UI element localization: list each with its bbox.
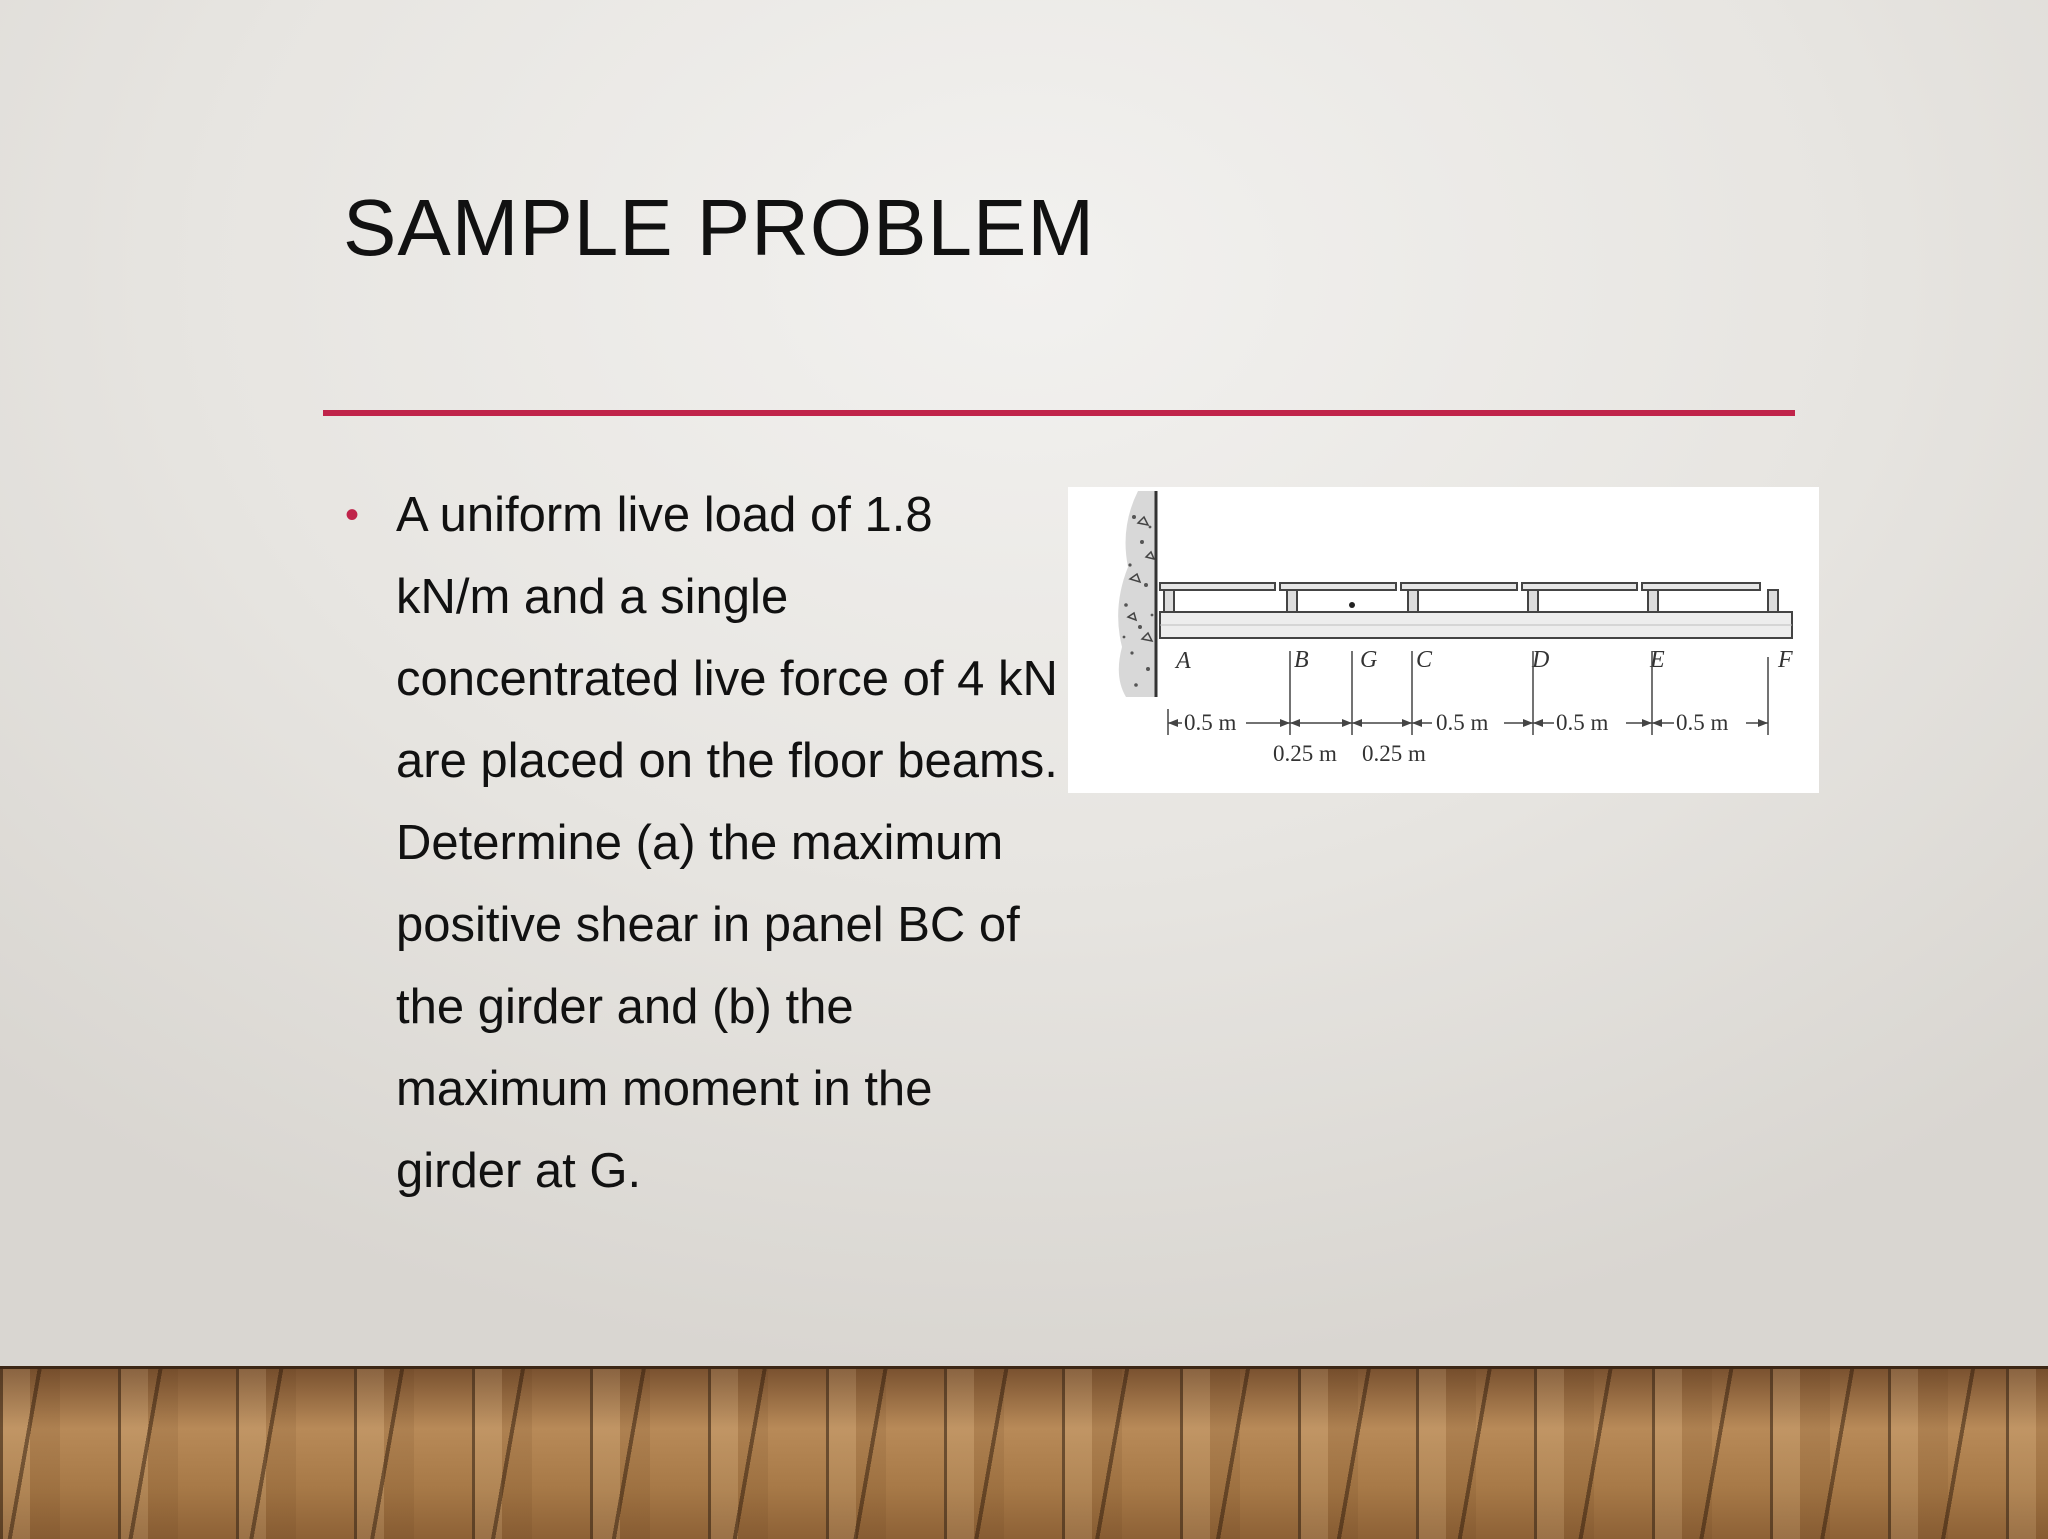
bullet-text: A uniform live load of 1.8 kN/m and a single concentrated live force of 4 kN are placed on the floor beams. Determine (a) the maximum positive shear in panel BC of the girder and (b) the maximum moment in the girder at G. <box>396 488 1058 1198</box>
girder-diagram <box>1068 487 1819 793</box>
dim-ab: 0.5 m <box>1184 710 1237 735</box>
dim-cd: 0.5 m <box>1436 710 1489 735</box>
girder-figure <box>1068 487 1819 793</box>
dim-ef: 0.5 m <box>1676 710 1729 735</box>
dim-bg: 0.25 m <box>1273 741 1337 766</box>
dim-gc: 0.25 m <box>1362 741 1426 766</box>
floor-boards <box>0 1369 2048 1539</box>
slide-title: SAMPLE PROBLEM <box>343 183 1096 272</box>
floor-beam-posts <box>1164 590 1778 612</box>
label-d: D <box>1532 647 1550 673</box>
floor-beams <box>1160 583 1760 590</box>
label-e: E <box>1650 647 1665 673</box>
title-divider <box>323 410 1795 416</box>
dim-de: 0.5 m <box>1556 710 1609 735</box>
bullet-list <box>340 474 1060 1212</box>
label-c: C <box>1416 647 1433 673</box>
label-g: G <box>1360 647 1378 673</box>
label-f: F <box>1778 647 1793 673</box>
label-b: B <box>1294 647 1309 673</box>
point-g-marker <box>1349 602 1355 608</box>
bullet-dot-icon: • <box>345 493 360 537</box>
wall-support <box>1118 491 1156 697</box>
bullet-item <box>340 474 1060 1212</box>
wood-floor-decoration <box>0 1366 2048 1539</box>
label-a: A <box>1176 648 1191 674</box>
